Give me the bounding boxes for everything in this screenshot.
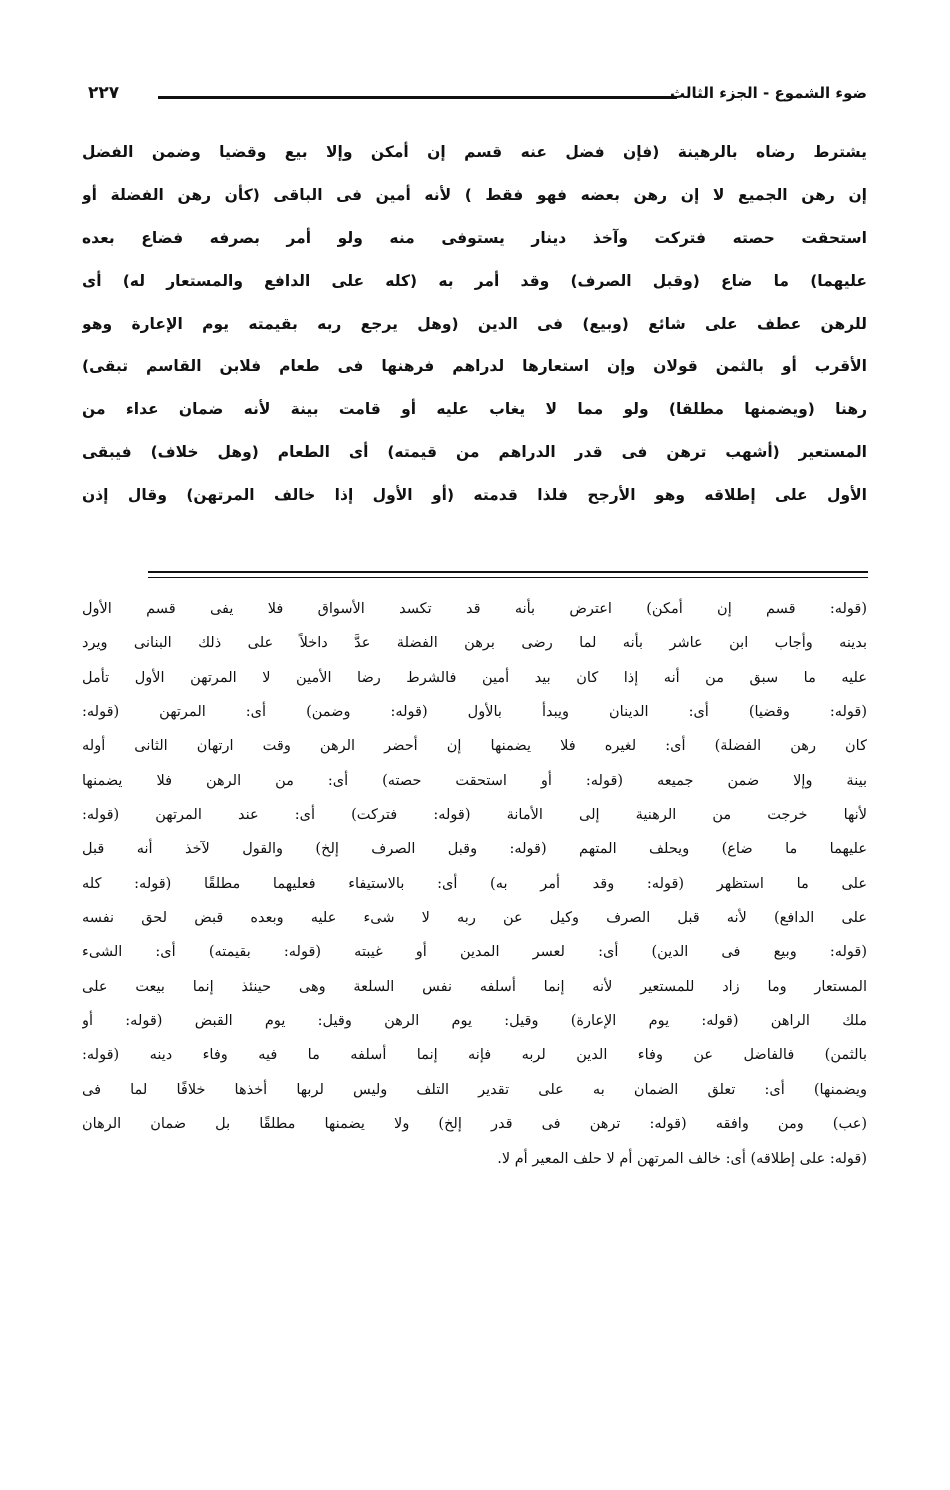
header-rule — [158, 96, 677, 99]
commentary-line: (قوله: وقضيا) أى: الدينان ويبدأ بالأول (قوله: وضمن) أى: المرتهن (قوله: — [82, 704, 867, 721]
commentary-line: عليه ما سبق من أنه إذا كان بيد أمين فالشرط رضا الأمين لا المرتهن الأول تأمل — [82, 669, 867, 686]
commentary-line: بينة وإلا ضمن جميعه (قوله: أو استحقت حصته) أى: من الرهن فلا يضمنها — [82, 772, 867, 789]
commentary-line: ويضمنها) أى: تعلق الضمان به على تقدير التلف وليس لربها أخذها خلافًا لما فى — [82, 1081, 867, 1098]
commentary-line: كان رهن الفضلة) أى: لغيره فلا يضمنها إن أحضر الرهن وقت ارتهان الثانى أوله — [82, 738, 867, 755]
commentary-line: على ما استظهر (قوله: وقد أمر به) أى: بالاستيفاء فعليهما مطلقًا (قوله: كله — [82, 875, 867, 892]
commentary-line: (قوله: على إطلاقه) أى: خالف المرتهن أم لا حلف المعير أم لا. — [497, 1150, 867, 1167]
commentary-line: ملك الراهن (قوله: يوم الإعارة) وقيل: يوم الرهن وقيل: يوم القبض (قوله: أو — [82, 1013, 867, 1030]
commentary-line: لأنها خرجت من الرهنية إلى الأمانة (قوله: فتركت) أى: عند المرتهن (قوله: — [82, 807, 867, 824]
commentary-line: بدينه وأجاب ابن عاشر بأنه لما رضى برهن الفضلة عدَّ داخلاً على ذلك البنانى ويرد — [82, 635, 867, 652]
footnote-separator-thin — [148, 577, 868, 578]
commentary-line: عليهما ما ضاع) ويحلف المتهم (قوله: وقبل الصرف إلخ) والقول لآخذ أنه قبل — [82, 841, 867, 858]
main-text-line: الأول على إطلاقه وهو الأرجح فلذا قدمته (أو الأول إذا خالف المرتهن) وقال إذن — [82, 486, 867, 505]
footnote-separator-thick — [148, 571, 868, 573]
main-text-line: يشترط رضاه بالرهينة (فإن فضل عنه قسم إن أمكن وإلا بيع وقضيا وضمن الفضل — [82, 143, 867, 161]
commentary-line: بالثمن) فالفاضل عن وفاء الدين لربه فإنه إنما أسلفه ما فيه وفاء دينه (قوله: — [82, 1047, 867, 1064]
main-text-line: عليهما) ما ضاع (وقبل الصرف) وقد أمر به (كله على الدافع والمستعار له) أى — [82, 271, 867, 290]
commentary-line: على الدافع) لأنه قبل الصرف وكيل عن ربه لا شىء عليه وبعده قبض لحق نفسه — [82, 910, 867, 927]
main-text-line: استحقت حصته فتركت وآخذ دينار يستوفى منه ولو أمر بصرفه فضاع بعده — [82, 228, 867, 247]
commentary-block — [82, 592, 867, 1422]
main-text-line: للرهن عطف على شائع (وبيع) فى الدين (وهل يرجع ربه بقيمته يوم الإعارة وهو — [82, 314, 867, 333]
commentary-line: (قوله: وبيع فى الدين) أى: لعسر المدين أو غيبته (قوله: بقيمته) أى: الشىء — [82, 944, 867, 961]
page-number: ٢٢٧ — [88, 83, 120, 103]
main-text-line: إن رهن الجميع لا إن رهن بعضه فهو فقط ) لأنه أمين فى الباقى (كأن رهن الفضلة أو — [82, 185, 867, 204]
main-text-line: رهنا (ويضمنها مطلقا) ولو مما لا يغاب عليه أو قامت بينة لأنه ضمان عداء من — [82, 400, 867, 419]
main-text-block — [82, 131, 867, 561]
running-header — [88, 82, 867, 116]
main-text-line: الأقرب أو بالثمن قولان وإن استعارها لدراهم فرهنها فى طعام فلابن القاسم تبقى) — [82, 357, 867, 376]
main-text-line: المستعير (أشهب ترهن فى قدر الدراهم من قيمته) أى الطعام (وهل خلاف) فيبقى — [82, 443, 867, 462]
commentary-line: المستعار وما زاد للمستعير لأنه إنما أسلفه نفس السلعة وهى حينئذ إنما بيعت على — [82, 978, 867, 995]
commentary-line: (عب) ومن وافقه (قوله: ترهن فى قدر إلخ) ولا يضمنها مطلقًا بل ضمان الرهان — [82, 1116, 867, 1133]
header-title: ضوء الشموع - الجزء الثالث — [669, 84, 867, 102]
commentary-line: (قوله: قسم إن أمكن) اعترض بأنه قد تكسد الأسواق فلا يفى قسم الأول — [82, 601, 867, 617]
